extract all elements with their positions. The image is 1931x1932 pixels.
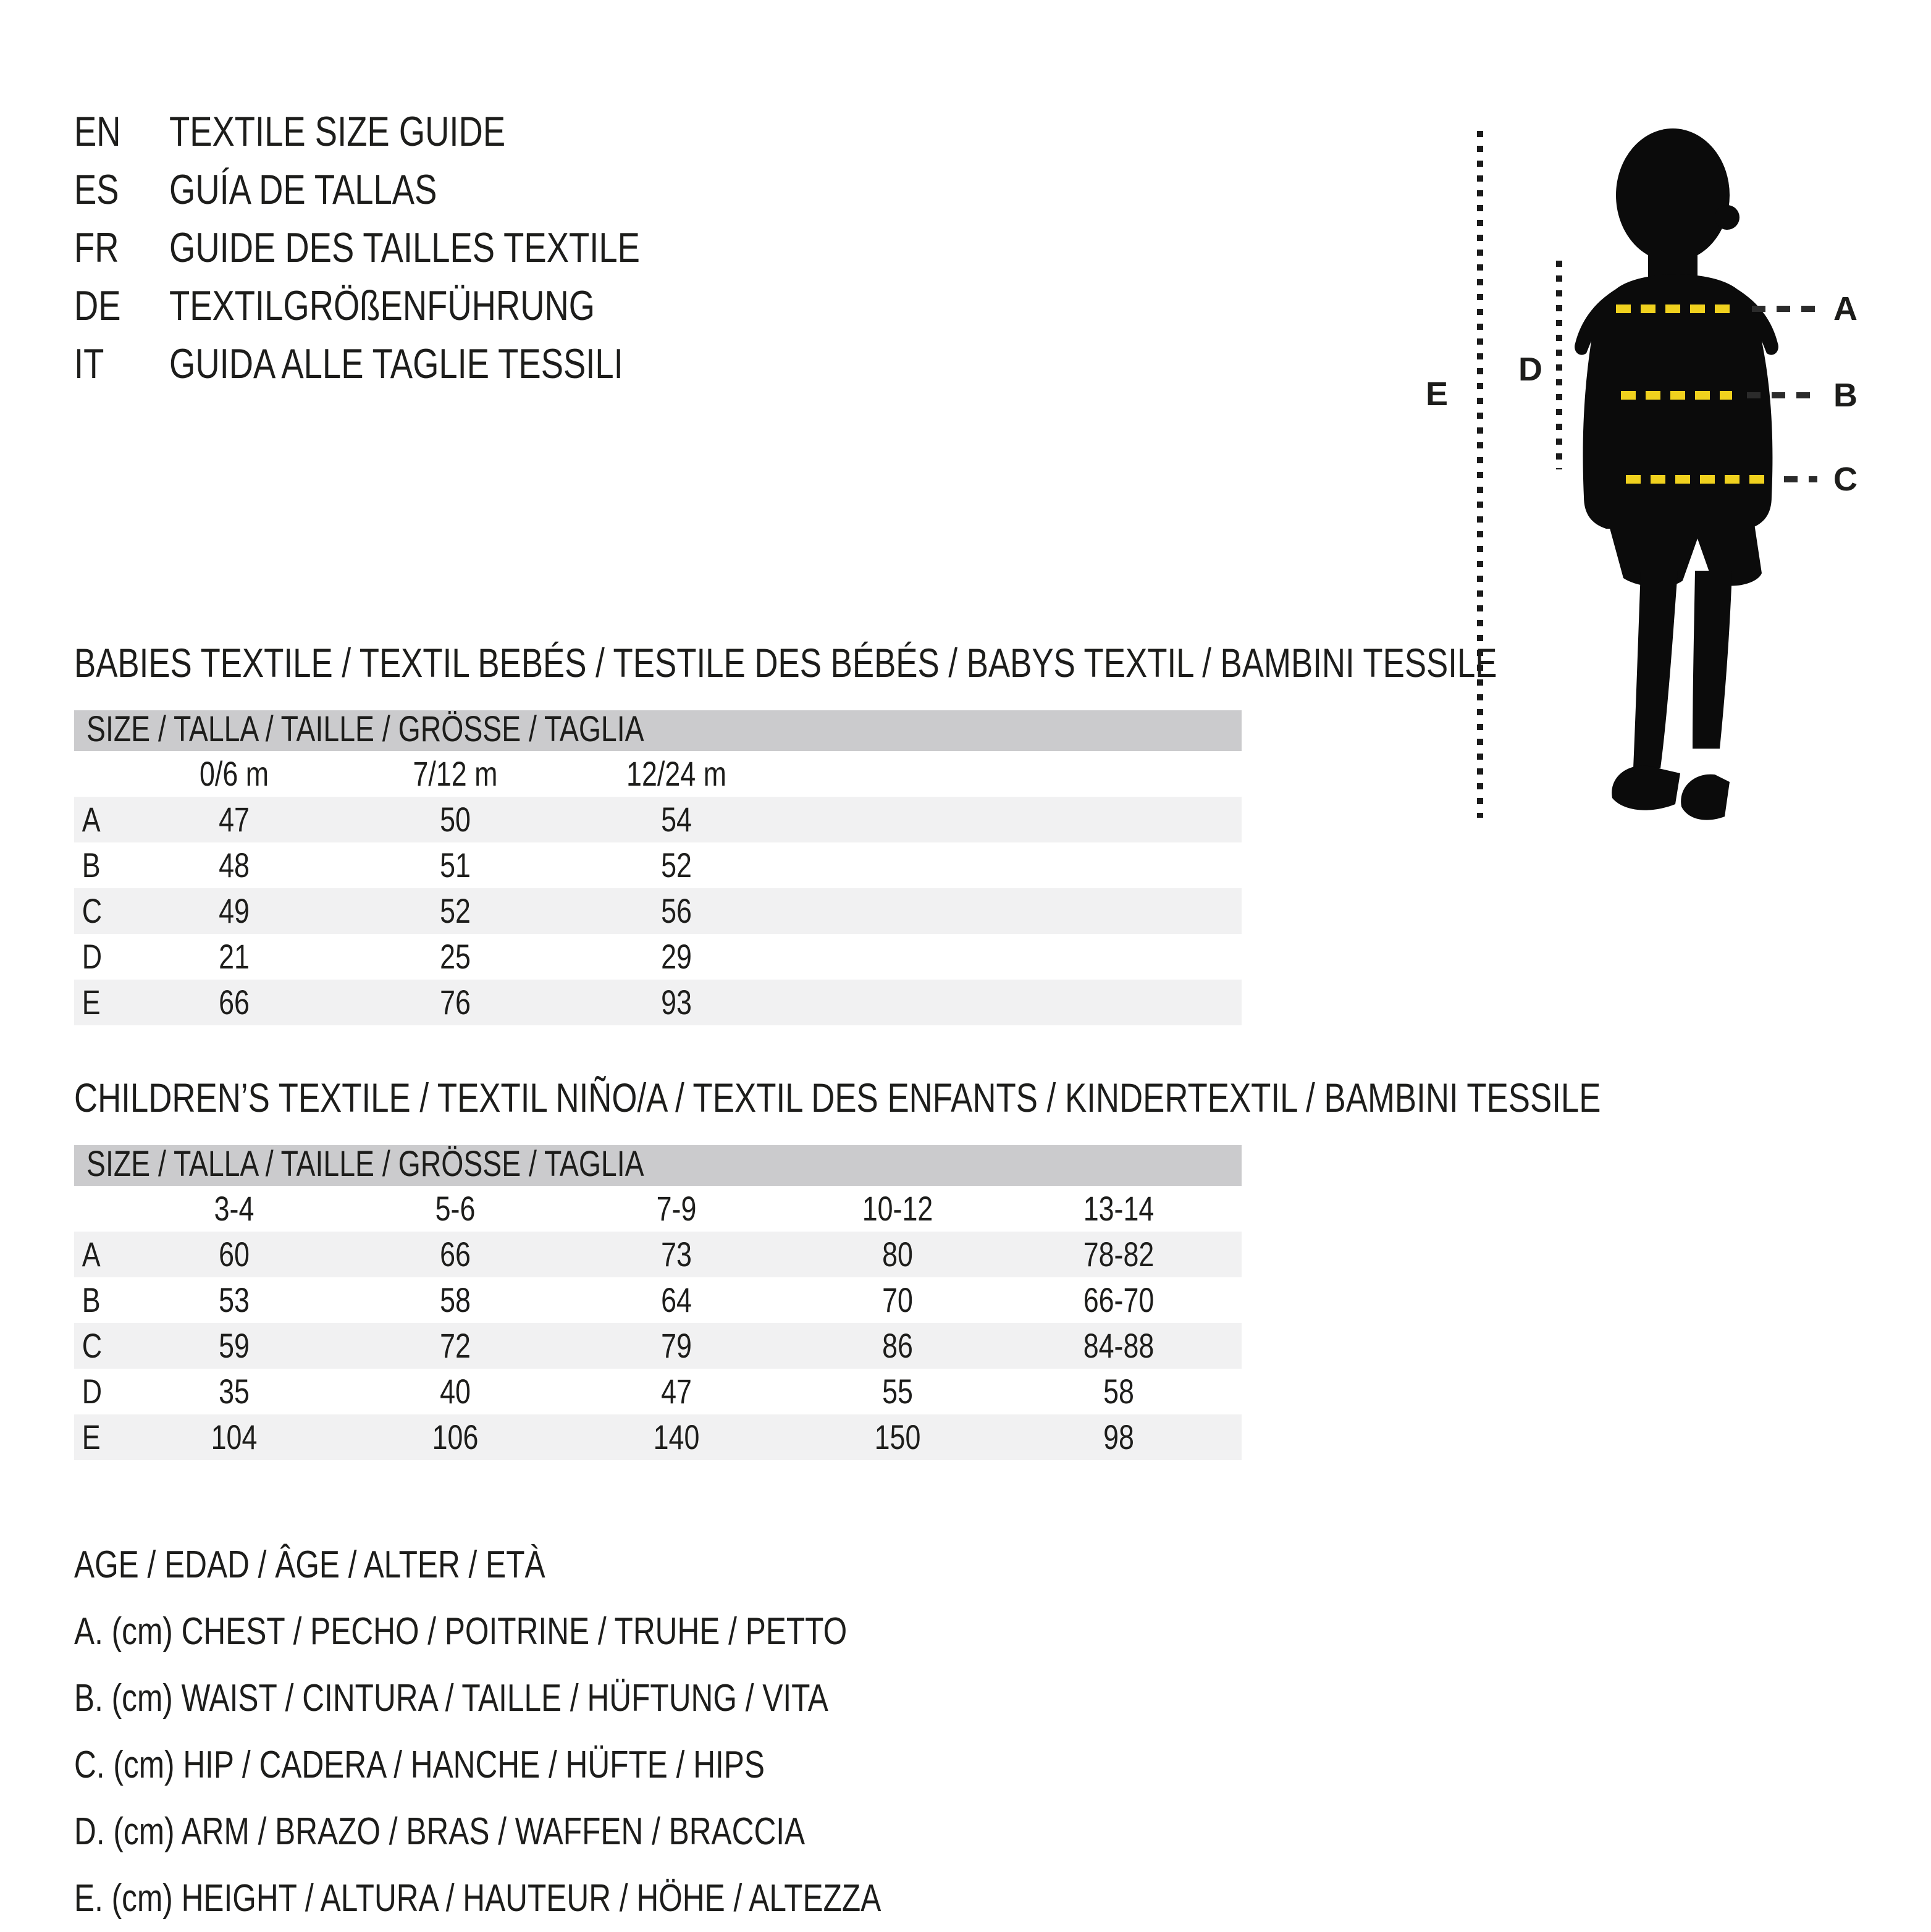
cell: 59 (219, 1327, 250, 1365)
children-column-header-row (74, 1186, 1242, 1232)
cell: 54 (661, 800, 692, 839)
babies-size-table (74, 710, 1242, 1025)
table-row (74, 888, 1242, 934)
cell: 60 (219, 1235, 250, 1274)
row-label: E (82, 983, 101, 1022)
table-row (74, 797, 1242, 842)
cell: 86 (882, 1327, 913, 1365)
row-label: A (82, 1235, 101, 1274)
lang-title: GUIDA ALLE TAGLIE TESSILI (169, 341, 623, 388)
legend-text: B. (cm) WAIST / CINTURA / TAILLE / HÜFTUNG / VITA (74, 1676, 828, 1720)
measurement-figure (1408, 99, 1903, 840)
arm-label: D (1518, 351, 1542, 388)
row-label: B (82, 1281, 101, 1319)
babies-size-header-bar (74, 710, 1242, 751)
cell: 49 (219, 892, 250, 930)
cell: 25 (440, 938, 471, 976)
cell: 150 (874, 1418, 921, 1456)
cell: 50 (440, 800, 471, 839)
cell: 140 (653, 1418, 700, 1456)
cell: 47 (219, 800, 250, 839)
cell: 58 (440, 1281, 471, 1319)
cell: 76 (440, 983, 471, 1022)
lang-title: TEXTILE SIZE GUIDE (169, 109, 506, 156)
cell: 104 (211, 1418, 258, 1456)
table-row (74, 1414, 1242, 1460)
cell: 56 (661, 892, 692, 930)
legend-line-height (74, 1865, 1083, 1932)
legend-line-arm (74, 1799, 988, 1865)
child-silhouette-icon (1575, 128, 1778, 820)
height-label: E (1426, 376, 1449, 413)
cell: 72 (440, 1327, 471, 1365)
cell: 48 (219, 846, 250, 884)
column-header: 10-12 (862, 1190, 933, 1228)
legend-text: A. (cm) CHEST / PECHO / POITRINE / TRUHE / PETTO (74, 1610, 848, 1653)
children-section-title-text: CHILDREN’S TEXTILE / TEXTIL NIÑO/A / TEXTIL DES ENFANTS / KINDERTEXTIL / BAMBINI TESSILE (74, 1075, 1601, 1120)
children-section-title (74, 1073, 1931, 1123)
table-row (74, 980, 1242, 1025)
cell: 79 (661, 1327, 692, 1365)
cell: 29 (661, 938, 692, 976)
cell: 93 (661, 983, 692, 1022)
legend-line-waist (74, 1665, 1017, 1732)
cell: 52 (661, 846, 692, 884)
legend-line-chest (74, 1598, 1040, 1665)
chest-label: A (1833, 290, 1857, 327)
babies-section-title-text: BABIES TEXTILE / TEXTIL BEBÉS / TESTILE DES BÉBÉS / BABYS TEXTIL / BAMBINI TESSILE (74, 640, 1497, 686)
table-row (74, 1232, 1242, 1277)
lang-title: GUÍA DE TALLAS (169, 167, 437, 214)
lang-code: IT (74, 341, 104, 388)
lang-title: TEXTILGRÖßENFÜHRUNG (169, 283, 595, 330)
row-label: B (82, 846, 101, 884)
lang-code: DE (74, 283, 121, 330)
cell: 53 (219, 1281, 250, 1319)
cell: 51 (440, 846, 471, 884)
cell: 52 (440, 892, 471, 930)
cell: 40 (440, 1372, 471, 1411)
legend-line-age (74, 1532, 663, 1598)
row-label: C (82, 892, 103, 930)
legend-line-hip (74, 1732, 937, 1799)
table-row (74, 934, 1242, 980)
table-row (74, 1369, 1242, 1414)
babies-size-header-text: SIZE / TALLA / TAILLE / GRÖSSE / TAGLIA (86, 710, 644, 750)
table-row (74, 1277, 1242, 1323)
column-header: 0/6 m (199, 755, 269, 793)
cell: 58 (1103, 1372, 1134, 1411)
lang-title: GUIDE DES TAILLES TEXTILE (169, 225, 640, 272)
cell: 80 (882, 1235, 913, 1274)
column-header: 3-4 (214, 1190, 255, 1228)
column-header: 12/24 m (626, 755, 726, 793)
cell: 66 (219, 983, 250, 1022)
row-label: D (82, 1372, 103, 1411)
cell: 66-70 (1083, 1281, 1155, 1319)
table-row (74, 842, 1242, 888)
cell: 66 (440, 1235, 471, 1274)
babies-column-header-row (74, 751, 1242, 797)
cell: 106 (432, 1418, 479, 1456)
column-header: 5-6 (435, 1190, 476, 1228)
cell: 55 (882, 1372, 913, 1411)
children-size-header-text: SIZE / TALLA / TAILLE / GRÖSSE / TAGLIA (86, 1145, 644, 1185)
cell: 73 (661, 1235, 692, 1274)
cell: 84-88 (1083, 1327, 1155, 1365)
column-header: 13-14 (1083, 1190, 1155, 1228)
hip-label: C (1833, 461, 1857, 498)
babies-section-title (74, 639, 1853, 688)
cell: 35 (219, 1372, 250, 1411)
legend-text: C. (cm) HIP / CADERA / HANCHE / HÜFTE / HIPS (74, 1743, 765, 1786)
cell: 47 (661, 1372, 692, 1411)
cell: 64 (661, 1281, 692, 1319)
legend-text: E. (cm) HEIGHT / ALTURA / HAUTEUR / HÖHE / ALTEZZA (74, 1876, 881, 1920)
column-header: 7/12 m (413, 755, 498, 793)
row-label: D (82, 938, 103, 976)
waist-label: B (1833, 377, 1857, 414)
row-label: E (82, 1418, 101, 1456)
legend-text: D. (cm) ARM / BRAZO / BRAS / WAFFEN / BRACCIA (74, 1810, 806, 1853)
children-size-table (74, 1145, 1242, 1460)
column-header: 7-9 (656, 1190, 697, 1228)
cell: 70 (882, 1281, 913, 1319)
children-size-header-bar (74, 1145, 1242, 1186)
lang-code: ES (74, 167, 119, 214)
cell: 21 (219, 938, 250, 976)
cell: 78-82 (1083, 1235, 1155, 1274)
corner-cell (74, 1186, 114, 1232)
row-label: C (82, 1327, 103, 1365)
lang-code: EN (74, 109, 121, 156)
legend-text: AGE / EDAD / ÂGE / ALTER / ETÀ (74, 1543, 545, 1586)
row-label: A (82, 800, 101, 839)
table-row (74, 1323, 1242, 1369)
cell: 98 (1103, 1418, 1134, 1456)
lang-code: FR (74, 225, 119, 272)
corner-cell (74, 751, 114, 797)
